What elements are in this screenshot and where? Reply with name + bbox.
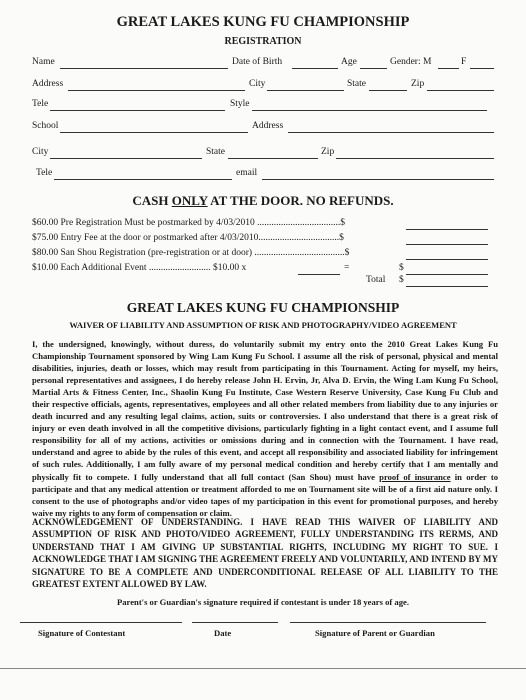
style-label: Style xyxy=(230,99,250,109)
school-address-field[interactable] xyxy=(288,132,494,133)
fee-at-door: $75.00 Entry Fee at the door or postmarked after 4/03/2010..................................$ xyxy=(32,233,344,243)
date-field[interactable] xyxy=(192,622,278,623)
guardian-note: Parent's or Guardian's signature required if contestant is under 18 years of age. xyxy=(117,597,409,607)
waiver-subtitle: WAIVER OF LIABILITY AND ASSUMPTION OF RISK AND PHOTOGRAPHY/VIDEO AGREEMENT xyxy=(69,320,457,330)
date-label: Date xyxy=(214,628,232,638)
waiver-body: I, the undersigned, knowingly, without duress, do voluntarily submit my entry onto the 2010 Great Lakes Kung Fu Championship Tournament sponsored by Wing Lam Kung Fu School. I assume all the risk of personal, physical and mental disabilities, injuries, death or losses, which may result from participating in this Tournament. Acting for myself, my heirs, personal representatives and assignees, I do hereby release John H. Ervin, Jr, Alva D. Ervin, the Wing Lam Kung Fu School, Martial Arts & Fitness Center, Inc., Shaolin Kung Fu Institute, Case Western Reserve University, Case Kung Fu Club and their respective officials, agents, representatives, employees and all other related members from liability due to any injuries or death incurred and any resulting legal claims, action, suits or controversies. I also understand that there is a great risk of injury or even death involved in all the competitive divisions, particularly fighting in a light contact event, and I assume full responsibility for all of my actions, activities or omissions during and in connection with the Tournament. I have read, understand and agree to abide by the rules of this event, and accept all responsibility and associated liability for infringement of such rules. Additionally, I am fully aware of my personal medical condition and hereby certify that I am mentally and physically fit to compete. I fully understand that all full contact (San Shou) must have proof of insurance in order to participate and that any medical attention or treatment afforded to me on Tournament site will be of a first aid nature only. I consent to the use of photographs and/or video tapes of my participation in this event for promotional purposes, and hereby waive my rights to any form of compensation or claim. xyxy=(32,339,498,518)
school-tele-field[interactable] xyxy=(54,179,232,180)
gender-label: Gender: M xyxy=(390,57,432,67)
total-field[interactable] xyxy=(406,286,488,287)
contestant-signature-field[interactable] xyxy=(20,622,182,623)
address-label: Address xyxy=(32,79,64,89)
school-zip-label: Zip xyxy=(321,147,335,157)
school-zip-field[interactable] xyxy=(336,158,494,159)
tele-field[interactable] xyxy=(50,110,225,111)
waiver-title: GREAT LAKES KUNG FU CHAMPIONSHIP xyxy=(126,300,400,315)
school-city-field[interactable] xyxy=(50,158,202,159)
page-title: GREAT LAKES KUNG FU CHAMPIONSHIP xyxy=(116,14,410,30)
school-address-label: Address xyxy=(252,121,284,131)
dob-label: Date of Birth xyxy=(232,57,283,67)
school-label: School xyxy=(32,121,59,131)
gender-f-label: F xyxy=(461,57,467,67)
name-label: Name xyxy=(32,57,55,67)
fee-at-door-field[interactable] xyxy=(406,244,488,245)
parent-signature-label: Signature of Parent or Guardian xyxy=(315,628,435,638)
fee-san-shou: $80.00 San Shou Registration (pre-registration or at door) ......................................$ xyxy=(32,248,350,258)
school-state-label: State xyxy=(206,147,225,157)
address-field[interactable] xyxy=(68,90,245,91)
style-field[interactable] xyxy=(252,110,487,111)
tele-label: Tele xyxy=(32,99,49,109)
total-label: Total xyxy=(366,275,386,285)
contestant-signature-label: Signature of Contestant xyxy=(38,628,126,638)
state-field[interactable] xyxy=(369,90,407,91)
school-tele-label: Tele xyxy=(36,168,53,178)
gender-f-field[interactable] xyxy=(470,68,494,69)
city-field[interactable] xyxy=(267,90,344,91)
fee-additional-event-field[interactable] xyxy=(406,274,488,275)
total-dollar-sign: $ xyxy=(399,275,404,285)
cash-only-notice: CASH ONLY AT THE DOOR. NO REFUNDS. xyxy=(132,193,394,208)
dob-field[interactable] xyxy=(292,68,338,69)
additional-dollar-sign: $ xyxy=(399,263,404,273)
equals-sign: = xyxy=(344,263,350,273)
email-field[interactable] xyxy=(262,179,494,180)
name-field[interactable] xyxy=(60,68,228,69)
zip-label: Zip xyxy=(411,79,425,89)
state-label: State xyxy=(347,79,366,89)
school-city-label: City xyxy=(32,147,49,157)
city-label: City xyxy=(249,79,266,89)
age-label: Age xyxy=(341,57,357,67)
fee-pre-registration: $60.00 Pre Registration Must be postmarked by 4/03/2010 ...................................$ xyxy=(32,218,345,228)
school-state-field[interactable] xyxy=(228,158,318,159)
page-subtitle: REGISTRATION xyxy=(224,36,302,47)
gender-m-field[interactable] xyxy=(438,68,459,69)
fee-additional-event: $10.00 Each Additional Event .......................... $10.00 x xyxy=(32,263,247,273)
zip-field[interactable] xyxy=(427,90,494,91)
parent-signature-field[interactable] xyxy=(290,622,486,623)
fee-pre-registration-field[interactable] xyxy=(406,229,488,230)
fee-san-shou-field[interactable] xyxy=(406,259,488,260)
acknowledgement-text: ACKNOWLEDGEMENT OF UNDERSTANDING. I HAVE READ THIS WAIVER OF LIABILITY AND ASSUMPTION OF RISK AND PHOTO/VIDEO AGREEMENT, FULLY UNDERSTANDING ITS RERMS, AND UNDERSTAND THAT I AM GIVING UP SUBSTANTIAL RIGHTS, INCLUDING MY RIGHT TO SUE. I ACKNOWLEDGE THAT I AM SIGNING THE AGREEMENT FREELY AND VOLUNTARILY, AND INTEND BY MY SIGNATURE TO BE A COMPLETE AND UNDERCONDITIONAL RELEASE OF ALL LIABILITY TO THE GREATEST EXTENT ALLOWED BY LAW. xyxy=(32,517,498,590)
additional-event-count-field[interactable] xyxy=(298,274,340,275)
age-field[interactable] xyxy=(360,68,387,69)
page-divider xyxy=(0,668,526,669)
email-label: email xyxy=(236,168,258,178)
school-field[interactable] xyxy=(60,132,248,133)
